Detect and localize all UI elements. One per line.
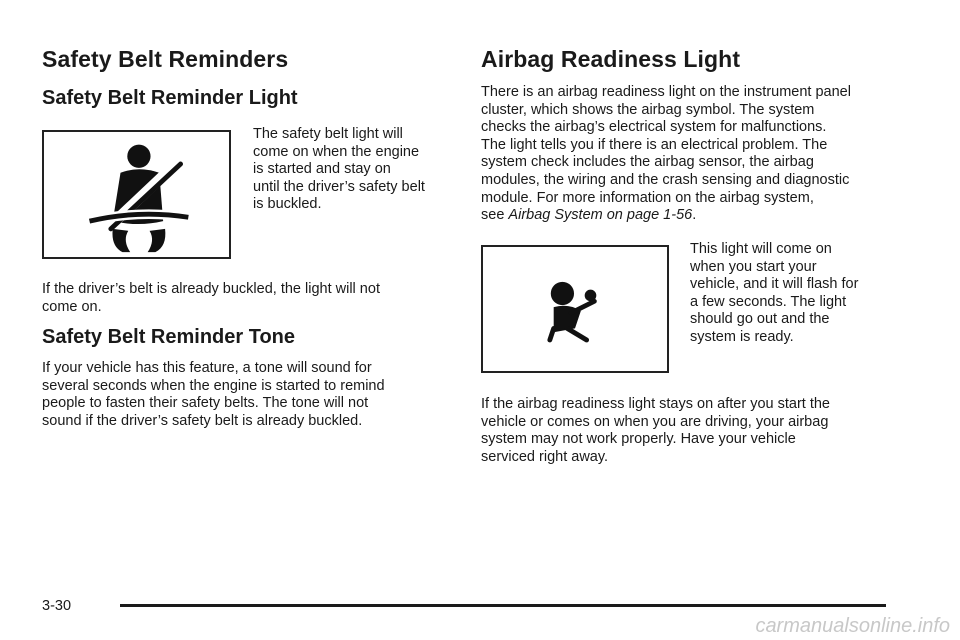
warning-line: If the airbag readiness light stays on after you start the — [481, 396, 830, 412]
airbag-caption-line: when you start your — [690, 258, 817, 275]
airbag-caption-line: This light will come on — [690, 241, 832, 257]
seatbelt-reminder-icon — [44, 132, 229, 257]
intro-line: cluster, which shows the airbag symbol. The system — [481, 101, 815, 118]
airbag-caption-line: vehicle, and it will flash for — [690, 276, 859, 293]
intro-line: system check includes the airbag sensor, the airbag — [481, 154, 814, 171]
airbag-caption-line: should go out and the — [690, 311, 830, 328]
intro-line: There is an airbag readiness light on the instrument panel — [481, 84, 851, 100]
tone-line: If your vehicle has this feature, a tone will sound for — [42, 360, 372, 376]
airbag-light-caption — [690, 241, 890, 347]
warning-line: vehicle or comes on when you are driving, your airbag — [481, 413, 829, 430]
warning-line: system may not work properly. Have your vehicle — [481, 431, 796, 448]
see-prefix: see — [481, 207, 509, 224]
belt-caption-line: is buckled. — [253, 196, 322, 213]
airbag-intro — [481, 84, 901, 225]
intro-line: checks the airbag’s electrical system for malfunctions. — [481, 119, 827, 136]
heading-safety-belt-reminder-light: Safety Belt Reminder Light — [42, 87, 298, 109]
intro-line: The light tells you if there is an electrical problem. The — [481, 136, 828, 153]
belt-caption-line: The safety belt light will — [253, 126, 403, 142]
airbag-readiness-figure — [481, 245, 669, 373]
intro-line: modules, the wiring and the crash sensing and diagnostic — [481, 171, 850, 188]
belt-note-line: come on. — [42, 298, 102, 315]
belt-caption-line: come on when the engine — [253, 143, 420, 160]
belt-caption-line: is started and stay on — [253, 161, 391, 178]
airbag-readiness-icon — [483, 247, 667, 371]
belt-light-caption — [253, 126, 453, 214]
airbag-caption-line: a few seconds. The light — [690, 293, 847, 310]
belt-light-note — [42, 281, 452, 316]
belt-caption-line: until the driver’s safety belt — [253, 178, 425, 195]
warning-line: serviced right away. — [481, 448, 609, 465]
airbag-caption-line: system is ready. — [690, 328, 794, 345]
seatbelt-reminder-figure — [42, 130, 231, 259]
tone-line: people to fasten their safety belts. The tone will not — [42, 395, 369, 412]
airbag-warning — [481, 396, 901, 466]
tone-line: several seconds when the engine is started to remind — [42, 377, 385, 394]
see-reference-line — [481, 207, 901, 225]
watermark: carmanualsonline.info — [755, 615, 950, 637]
intro-line: module. For more information on the airbag system, — [481, 189, 814, 206]
see-suffix: . — [692, 207, 697, 224]
belt-note-line: If the driver’s belt is already buckled, the light will not — [42, 281, 380, 297]
section-title-airbag-readiness-light: Airbag Readiness Light — [481, 46, 741, 72]
belt-tone-body — [42, 360, 452, 430]
see-reference-link[interactable]: Airbag System on page 1-56 — [508, 207, 693, 224]
section-title-safety-belt-reminders: Safety Belt Reminders — [42, 46, 289, 72]
heading-safety-belt-reminder-tone: Safety Belt Reminder Tone — [42, 326, 296, 348]
page-number: 3-30 — [42, 598, 72, 614]
footer-rule — [120, 604, 886, 607]
tone-line: sound if the driver’s safety belt is already buckled. — [42, 412, 363, 429]
